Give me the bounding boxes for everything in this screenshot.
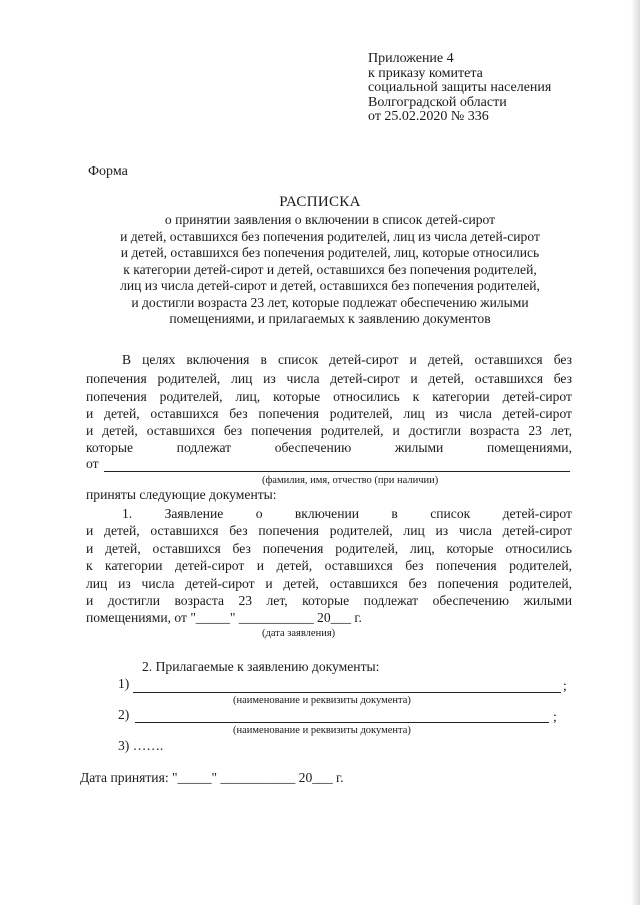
doc2-end: ; [553,709,557,724]
item1-line: и достигли возраста 23 лет, которые подлежат обеспечению жилыми [86,593,572,608]
doc2-underline [135,722,549,723]
appendix-line: Волгоградской области [368,94,507,110]
doc1-label: 1) [118,676,130,691]
doc1-end: ; [563,678,567,693]
fio-hint: (фамилия, имя, отчество (при наличии) [262,475,439,486]
doc1-hint: (наименование и реквизиты документа) [233,695,411,706]
intro-line: и детей, оставшихся без попечения родителей, и достигли возраста 23 лет, [86,423,572,438]
doc2-label: 2) [118,707,130,722]
accepted-label: приняты следующие документы: [86,487,277,502]
scan-edge-shadow [631,0,640,905]
attached-heading: 2. Прилагаемые к заявлению документы: [142,659,380,674]
intro-line: которые подлежат обеспечению жилыми помещениями, [86,440,572,455]
acceptance-date: Дата принятия: "_____" ___________ 20___ г. [80,770,344,785]
item1-line: и детей, оставшихся без попечения родителей, лиц из числа детей-сирот [86,523,572,538]
subtitle-line: и достигли возраста 23 лет, которые подлежат обеспечению жилыми [131,294,529,310]
appendix-line: социальной защиты населения [368,80,552,95]
document-title: РАСПИСКА [279,194,361,210]
fio-underline [104,471,570,472]
intro-line: попечения родителей, лиц, которые относились к категории детей-сирот [86,389,572,404]
subtitle-line: помещениями, и прилагаемых к заявлению документов [169,311,491,326]
subtitle-line: и детей, оставшихся без попечения родителей, лиц, которые относились [120,245,540,260]
intro-line: В целях включения в список детей-сирот и детей, оставшихся без [122,352,572,367]
appendix-line: Приложение 4 [368,51,454,66]
item1-line: лиц из числа детей-сирот и детей, оставшихся без попечения родителей, [86,576,572,591]
from-label: от [86,456,99,471]
appendix-line: к приказу комитета [368,65,483,81]
intro-line: и детей, оставшихся без попечения родителей, лиц из числа детей-сирот [86,406,572,421]
application-date-hint: (дата заявления) [262,628,336,639]
doc3-line: 3) ……. [118,738,164,753]
appendix-line: от 25.02.2020 № 336 [368,109,489,124]
appendix-block [368,52,551,125]
item1-line: и детей, оставшихся без попечения родителей, лиц, которые относились [86,541,572,556]
doc1-underline [133,692,561,693]
intro-line: попечения родителей, лиц из числа детей-сирот и детей, оставшихся без [86,371,572,386]
item1-line: к категории детей-сирот и детей, оставшихся без попечения родителей, [86,558,572,573]
form-label: Форма [88,164,128,179]
subtitle-line: лиц из числа детей-сирот и детей, оставшихся без попечения родителей, [120,278,540,293]
item1-line: 1. Заявление о включении в список детей-сирот [122,506,572,521]
subtitle-line: и детей, оставшихся без попечения родителей, лиц из числа детей-сирот [120,228,540,244]
subtitle-line: о принятии заявления о включении в список детей-сирот [164,212,496,227]
document-subtitle [80,212,580,328]
doc2-hint: (наименование и реквизиты документа) [233,725,411,736]
item1-last-line: помещениями, от "_____" ___________ 20___ г. [86,610,362,625]
subtitle-line: к категории детей-сирот и детей, оставшихся без попечения родителей, [123,261,537,277]
